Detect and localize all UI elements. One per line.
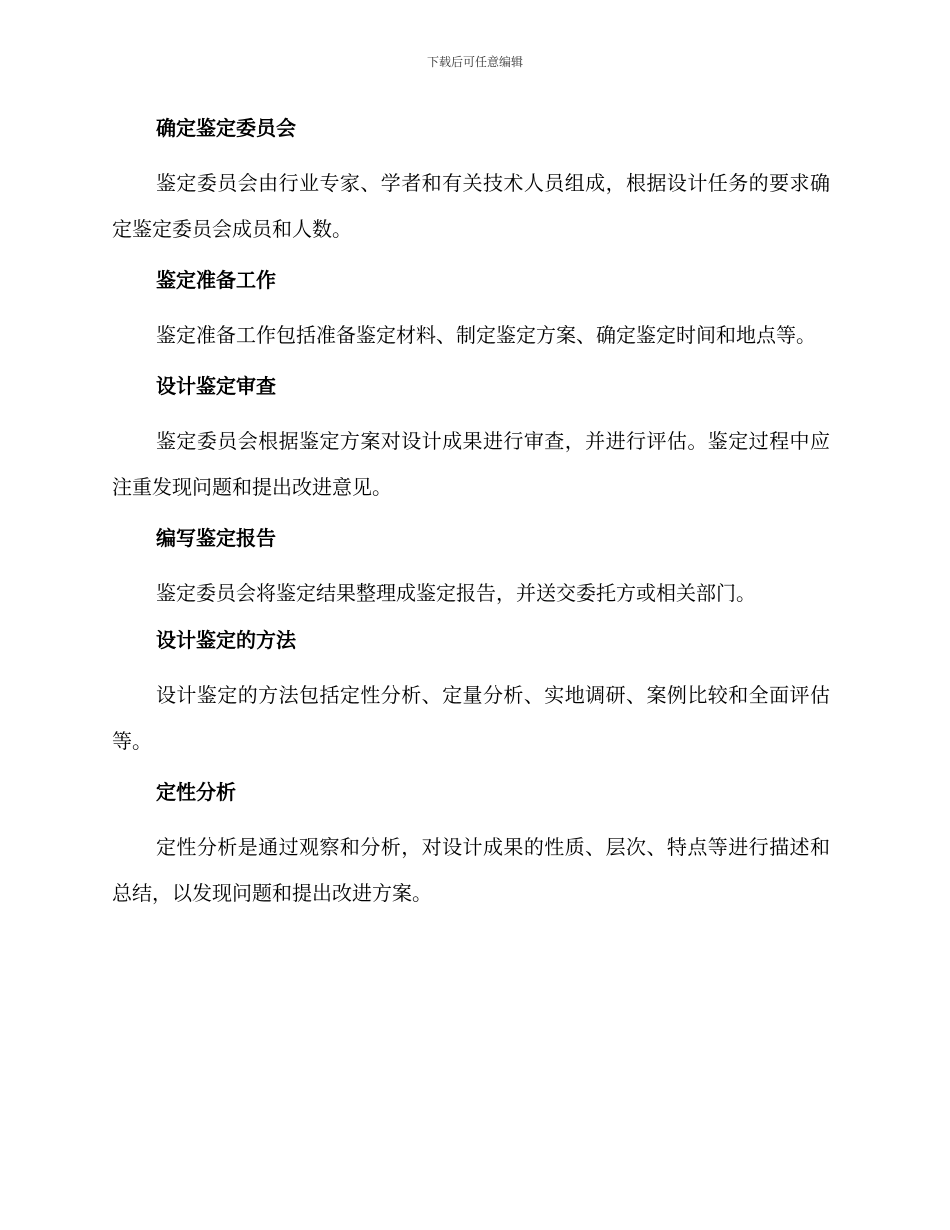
section-body-preparation: 鉴定准备工作包括准备鉴定材料、制定鉴定方案、确定鉴定时间和地点等。 (156, 323, 816, 347)
section-heading-committee: 确定鉴定委员会 (156, 116, 296, 140)
section-heading-review: 设计鉴定审查 (156, 374, 276, 398)
section-body-committee: 鉴定委员会由行业专家、学者和有关技术人员组成，根据设计任务的要求确定鉴定委员会成员和人数。 (112, 171, 830, 241)
section-heading-report: 编写鉴定报告 (156, 526, 276, 550)
section-body-review: 鉴定委员会根据鉴定方案对设计成果进行审查，并进行评估。鉴定过程中应注重发现问题和提出改进意见。 (112, 429, 830, 499)
document-body (112, 110, 830, 926)
section-body-methods: 设计鉴定的方法包括定性分析、定量分析、实地调研、案例比较和全面评估等。 (112, 683, 830, 753)
section-body-report: 鉴定委员会将鉴定结果整理成鉴定报告，并送交委托方或相关部门。 (156, 581, 756, 605)
section-heading-methods: 设计鉴定的方法 (156, 628, 296, 652)
section-heading-qualitative: 定性分析 (156, 780, 236, 804)
section-body-qualitative: 定性分析是通过观察和分析，对设计成果的性质、层次、特点等进行描述和总结，以发现问题和提出改进方案。 (112, 835, 830, 905)
section-heading-preparation: 鉴定准备工作 (156, 268, 276, 292)
page-header: 下载后可任意编辑 (426, 55, 523, 69)
